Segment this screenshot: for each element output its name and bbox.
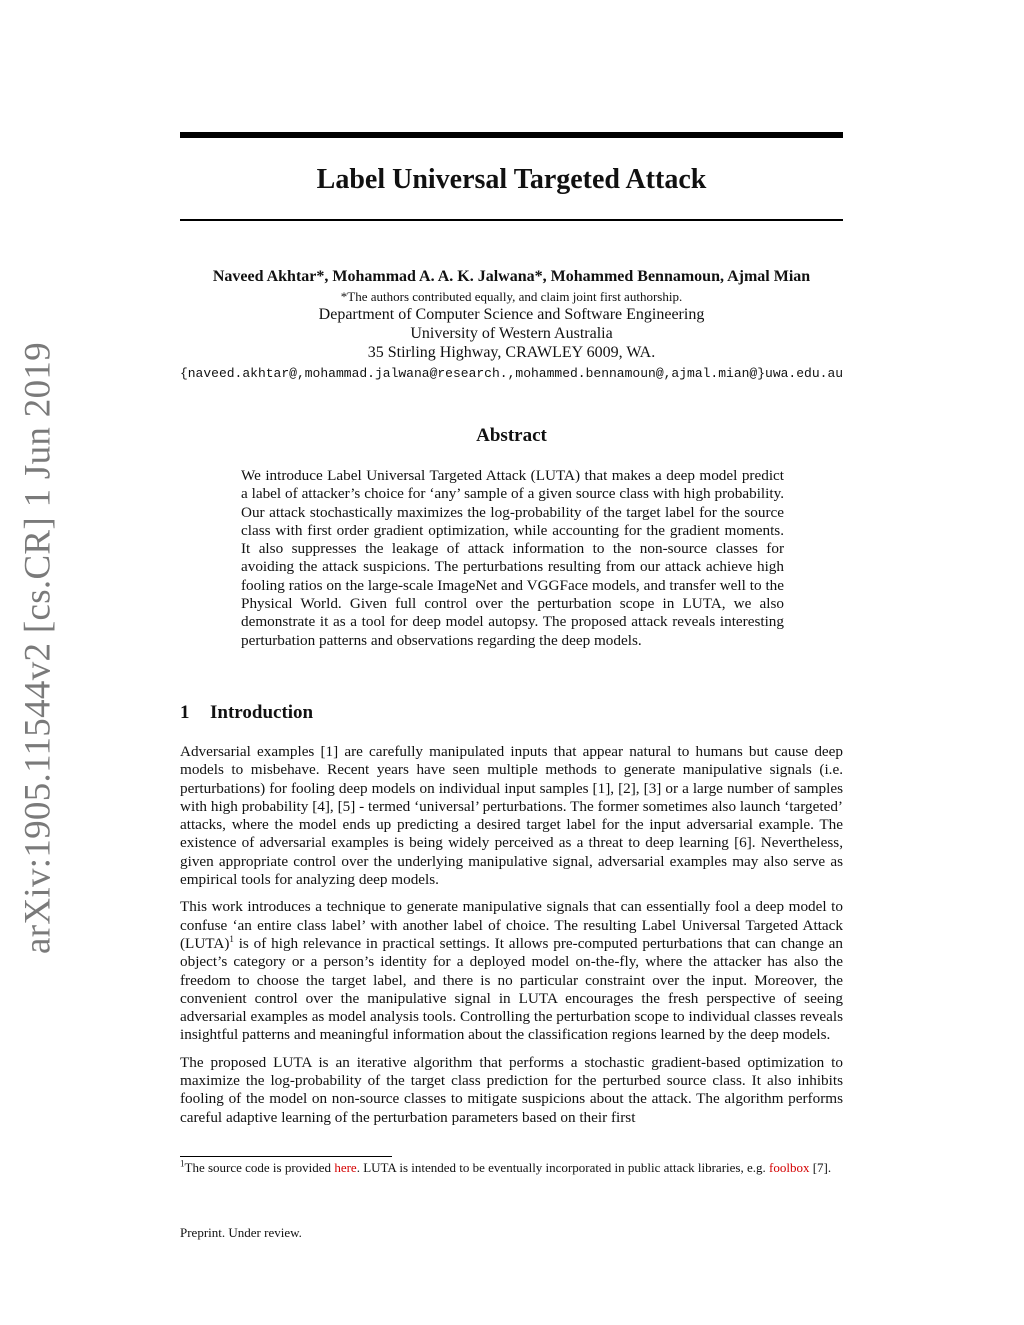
footnote [180, 1159, 843, 1176]
affiliation-department: Department of Computer Science and Software Engineering [318, 306, 705, 323]
paragraph: Adversarial examples [1] are carefully manipulated inputs that appear natural to humans but cause deep models to misbehave. Recent years have seen multiple methods to generate manipulative signals (i.e. perturbations) for fooling deep models on individual input samples [1], [2], [3] or a large number of samples with high probability [4], [5] - termed ‘universal’ perturbations. The former sometimes also launch ‘targeted’ attacks, where the model ends up predicting a desired target label for the input adversarial example. The existence of adversarial examples is being widely perceived as a threat to deep learning [6]. Nevertheless, given appropriate control over the underlying manipulative signal, adversarial examples may also serve as empirical tools for analyzing deep models. [180, 743, 843, 889]
section-number: 1 [180, 702, 190, 723]
preprint-notice: Preprint. Under review. [180, 1225, 302, 1240]
arxiv-identifier-text: arXiv:1905.11544v2 [cs.CR] 1 Jun 2019 [17, 342, 59, 954]
affiliation-address: 35 Stirling Highway, CRAWLEY 6009, WA. [367, 344, 656, 361]
footnote-text: [7]. [809, 1160, 832, 1175]
footnote-number: 1 [180, 1158, 185, 1169]
equal-contribution-note: *The authors contributed equally, and claim joint first authorship. [340, 289, 683, 304]
author-block [150, 266, 873, 383]
paragraph: The proposed LUTA is an iterative algorithm that performs a stochastic gradient-based optimization to maximize the log-probability of the target class prediction for the perturbed source class. It also inhibits fooling of the model on non-source classes to mitigate suspicions about the attack. The algorithm performs careful adaptive learning of the perturbation parameters based on their first [180, 1053, 843, 1126]
title-top-rule [180, 132, 843, 138]
footnote-marker[interactable]: 1 [229, 933, 234, 944]
section-title: Introduction [210, 702, 314, 723]
footnote-text: . LUTA is intended to be eventually incorporated in public attack libraries, e.g. [356, 1160, 769, 1175]
paragraph [180, 898, 843, 1044]
author-emails: {naveed.akhtar@,mohammad.jalwana@research.,mohammed.bennamoun@,ajmal.mian@}uwa.edu.au [179, 366, 844, 381]
paper-title: Label Universal Targeted Attack [316, 164, 707, 195]
paragraph-text: This work introduces a technique to generate manipulative signals that can essentially fool a deep model to confuse ‘an entire class label’ with another label of choice. The resulting Label Universal Targeted Attack (LUTA) [180, 898, 843, 952]
foolbox-link[interactable]: foolbox [769, 1160, 810, 1175]
footnote-text: The source code is provided [184, 1160, 335, 1175]
section-heading-introduction [180, 702, 313, 724]
paragraph-text: is of high relevance in practical settings. It allows pre-computed perturbations that can change an object’s category or a person’s identity for a deployed model on-the-fly, where the attacker has also the freedom to choose the target label, and there is no particular constraint over the input. Moreover, the convenient control over the manipulative signal in LUTA encourages the fresh perspective of seeing adversarial examples as model analysis tools. Controlling the perturbation scope to individual classes reveals insightful patterns and meaningful information about the classification regions learned by the deep models. [180, 934, 843, 1044]
title-bottom-rule [180, 219, 843, 221]
affiliation-university: University of Western Australia [410, 325, 613, 342]
source-code-link[interactable]: here [334, 1160, 357, 1175]
author-list: Naveed Akhtar*, Mohammad A. A. K. Jalwana*, Mohammed Bennamoun, Ajmal Mian [212, 268, 811, 285]
footnote-divider [180, 1156, 392, 1157]
abstract-heading: Abstract [476, 425, 547, 446]
abstract-text: We introduce Label Universal Targeted Attack (LUTA) that makes a deep model predict a label of attacker’s choice for ‘any’ sample of a given source class with high probability. Our attack stochastically maximizes the log-probability of the target label for the source class with first order gradient optimization, while accounting for the gradient moments. It also suppresses the leakage of attack information to the non-source classes for avoiding the attack suspicions. The perturbations resulting from our attack achieve high fooling ratios on the large-scale ImageNet and VGGFace models, and transfer well to the Physical World. Given full control over the perturbation scope in LUTA, we also demonstrate it as a tool for deep model autopsy. The proposed attack reveals interesting perturbation patterns and observations regarding the deep models. [241, 467, 784, 649]
introduction-body [180, 743, 843, 1136]
